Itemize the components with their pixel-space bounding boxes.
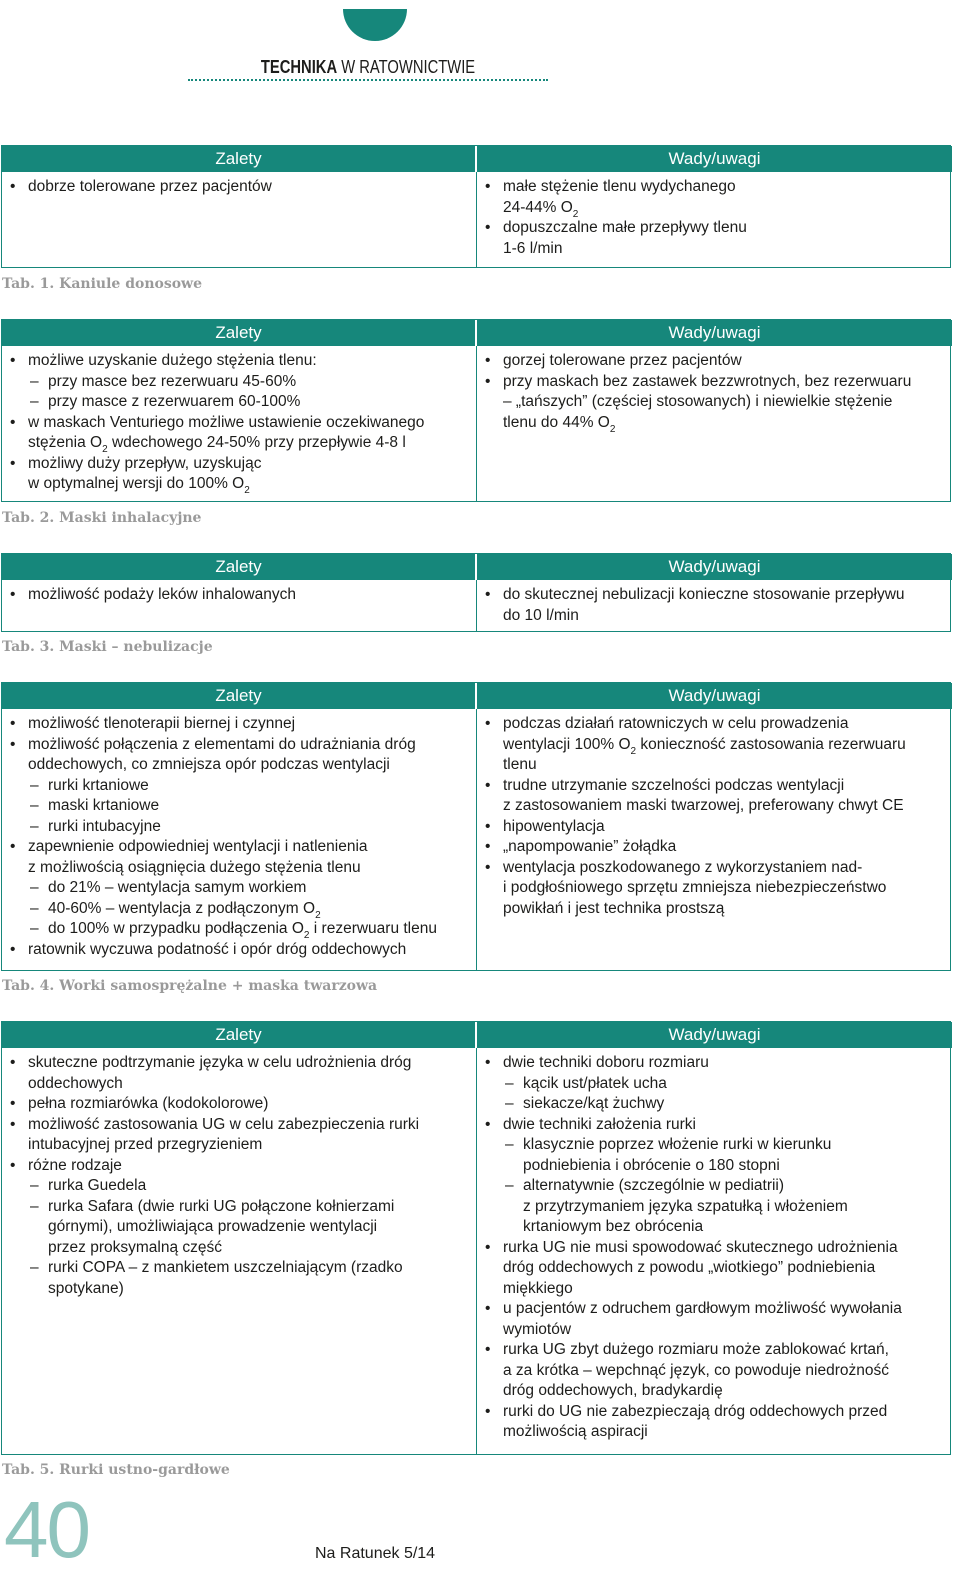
list-item-text: hipowentylacja bbox=[503, 817, 605, 835]
list-item-text: 40-60% – wentylacja z podłączonym O bbox=[48, 899, 316, 917]
list-item-text: przy masce bez rezerwuaru 45-60% bbox=[48, 372, 297, 390]
list-item bbox=[483, 177, 946, 198]
list-item bbox=[8, 433, 470, 454]
list-item bbox=[8, 413, 470, 434]
list-item bbox=[8, 454, 470, 475]
sub-list-item bbox=[8, 1258, 470, 1279]
list-item-text: rurki do UG nie zabezpieczają dróg oddechowych przed bbox=[503, 1402, 888, 1420]
list-item-text: miękkiego bbox=[503, 1279, 573, 1297]
list-item bbox=[8, 1156, 470, 1177]
list-item bbox=[483, 1402, 946, 1423]
list-item-text: do 100% w przypadku podłączenia O bbox=[48, 920, 304, 937]
list-item bbox=[483, 878, 946, 899]
list-item bbox=[483, 1299, 946, 1320]
list-item-text: dróg oddechowych z powodu „wiotkiego” podniebienia bbox=[503, 1259, 876, 1276]
sub-list-item bbox=[483, 1135, 946, 1156]
journal-footer: Na Ratunek 5/14 bbox=[315, 1545, 436, 1562]
list-item-text: gorzej tolerowane przez pacjentów bbox=[503, 352, 742, 369]
list-item bbox=[483, 218, 946, 239]
list-item-text: tlenu do 44% O bbox=[503, 413, 610, 431]
list-item bbox=[483, 735, 946, 756]
list-item-text-continued: i rezerwuaru tlenu bbox=[309, 920, 437, 937]
table-4 bbox=[1, 682, 951, 971]
table-caption: Tab. 3. Maski – nebulizacje bbox=[2, 639, 213, 655]
table-caption: Tab. 2. Maski inhalacyjne bbox=[2, 510, 202, 526]
pros-header: Zalety bbox=[2, 320, 477, 346]
list-item-text: podniebienia i obrócenie o 180 stopni bbox=[523, 1156, 780, 1174]
list-item-text: różne rodzaje bbox=[28, 1156, 122, 1174]
list-item-text: rurki COPA – z mankietem uszczelniającym (rzadko bbox=[48, 1259, 403, 1276]
list-item-text: z przytrzymaniem języka szpatułką i włożeniem bbox=[523, 1197, 848, 1215]
list-item-text: możliwość połączenia z elementami do udrażniania dróg bbox=[28, 735, 416, 753]
list-item-text: oddechowych bbox=[28, 1074, 123, 1092]
list-item-text: w maskach Venturiego możliwe ustawienie oczekiwanego bbox=[28, 413, 425, 431]
pros-cell bbox=[2, 346, 477, 501]
list-item-text: intubacyjnej przed przegryzieniem bbox=[28, 1136, 263, 1153]
list-item-text: możliwość podaży leków inhalowanych bbox=[28, 586, 296, 603]
list-item-text: dróg oddechowych, bradykardię bbox=[503, 1382, 723, 1399]
subscript: 2 bbox=[630, 745, 637, 757]
sub-list-item bbox=[8, 796, 470, 817]
list-item-text: pełna rozmiarówka (kodokolorowe) bbox=[28, 1095, 269, 1112]
table-1 bbox=[1, 145, 951, 268]
list-item bbox=[483, 606, 946, 627]
list-item bbox=[8, 585, 470, 606]
sub-list-item bbox=[8, 817, 470, 838]
sub-list-item bbox=[8, 1279, 470, 1300]
list-item-text: 24-44% O bbox=[503, 198, 573, 216]
list-item bbox=[483, 1340, 946, 1361]
list-item bbox=[483, 392, 946, 413]
list-item bbox=[8, 735, 470, 756]
list-item-text: rurka UG nie musi spowodować skutecznego udrożnienia bbox=[503, 1238, 898, 1256]
list-item-text: trudne utrzymanie szczelności podczas wentylacji bbox=[503, 776, 845, 794]
sub-list-item bbox=[8, 878, 470, 899]
list-item-text: do 10 l/min bbox=[503, 606, 579, 624]
list-item-text: – „tańszych” (częściej stosowanych) i niewielkie stężenie bbox=[503, 393, 893, 410]
list-item-text: dwie techniki założenia rurki bbox=[503, 1115, 696, 1133]
list-item bbox=[483, 858, 946, 879]
cons-cell bbox=[477, 346, 952, 501]
list-item-text: rurki krtaniowe bbox=[48, 776, 149, 794]
list-item-text: kącik ust/płatek ucha bbox=[523, 1074, 667, 1092]
list-item-text: siekacze/kąt żuchwy bbox=[523, 1095, 665, 1112]
sub-list-item bbox=[8, 1197, 470, 1218]
sub-list-item bbox=[8, 392, 470, 413]
pros-header: Zalety bbox=[2, 554, 477, 580]
sub-list-item bbox=[8, 776, 470, 797]
table-caption: Tab. 5. Rurki ustno-gardłowe bbox=[2, 1462, 230, 1478]
list-item bbox=[483, 239, 946, 260]
list-item bbox=[483, 1381, 946, 1402]
cons-cell bbox=[477, 580, 952, 631]
subscript: 2 bbox=[609, 423, 616, 435]
subscript: 2 bbox=[303, 930, 310, 941]
list-item bbox=[483, 198, 946, 219]
section-title: TECHNIKA W RATOWNICTWIE bbox=[260, 57, 476, 77]
cons-header: Wady/uwagi bbox=[477, 1022, 952, 1048]
pros-cell bbox=[2, 1048, 477, 1454]
list-item bbox=[483, 351, 946, 372]
sub-list-item bbox=[483, 1156, 946, 1177]
list-item bbox=[483, 1320, 946, 1341]
list-item-text: i podgłośniowego sprzętu zmniejsza niebezpieczeństwo bbox=[503, 879, 887, 896]
cons-header: Wady/uwagi bbox=[477, 146, 952, 172]
pros-header: Zalety bbox=[2, 1022, 477, 1048]
list-item-text: z zastosowaniem maski twarzowej, preferowany chwyt CE bbox=[503, 797, 904, 814]
list-item-text: spotykane) bbox=[48, 1279, 124, 1297]
table-5 bbox=[1, 1021, 951, 1455]
list-item-text: rurki intubacyjne bbox=[48, 817, 161, 835]
list-item bbox=[8, 1053, 470, 1074]
list-item-text: stężenia O bbox=[28, 434, 103, 451]
list-item-text: możliwy duży przepływ, uzyskując bbox=[28, 454, 262, 472]
list-item bbox=[8, 177, 470, 198]
sub-list-item bbox=[8, 372, 470, 393]
list-item-text: rurka Safara (dwie rurki UG połączone kołnierzami bbox=[48, 1197, 395, 1215]
list-item-text: możliwością aspiracji bbox=[503, 1423, 648, 1440]
list-item bbox=[483, 372, 946, 393]
sub-list-item bbox=[8, 919, 470, 940]
list-item-text: do skutecznej nebulizacji konieczne stosowanie przepływu bbox=[503, 586, 905, 603]
sub-list-item bbox=[8, 1217, 470, 1238]
list-item bbox=[483, 714, 946, 735]
list-item-text: możliwość zastosowania UG w celu zabezpieczenia rurki bbox=[28, 1115, 420, 1133]
list-item bbox=[8, 837, 470, 858]
list-item bbox=[8, 755, 470, 776]
sub-list-item bbox=[8, 1176, 470, 1197]
list-item bbox=[483, 796, 946, 817]
list-item bbox=[8, 714, 470, 735]
list-item bbox=[483, 837, 946, 858]
list-item-text: maski krtaniowe bbox=[48, 797, 160, 814]
list-item-text: „napompowanie” żołądka bbox=[503, 838, 677, 855]
list-item bbox=[483, 776, 946, 797]
list-item bbox=[483, 585, 946, 606]
list-item bbox=[483, 413, 946, 434]
list-item-text: a za krótka – wepchnąć język, co powoduje niedrożność bbox=[503, 1361, 889, 1379]
subscript: 2 bbox=[102, 444, 108, 455]
list-item-text: z możliwością osiągnięcia dużego stężenia tlenu bbox=[28, 858, 361, 876]
list-item-text: wymiotów bbox=[503, 1320, 572, 1338]
pros-cell bbox=[2, 580, 477, 631]
list-item bbox=[8, 1135, 470, 1156]
sub-list-item bbox=[483, 1074, 946, 1095]
list-item-text: górnymi), umożliwiająca prowadzenie wentylacji bbox=[48, 1218, 378, 1235]
list-item bbox=[8, 1115, 470, 1136]
table-caption: Tab. 4. Worki samosprężalne + maska twarzowa bbox=[2, 978, 378, 994]
list-item-text: tlenu bbox=[503, 756, 537, 773]
list-item bbox=[483, 1361, 946, 1382]
list-item bbox=[483, 1115, 946, 1136]
sub-list-item bbox=[483, 1176, 946, 1197]
pros-header: Zalety bbox=[2, 683, 477, 709]
subscript: 2 bbox=[244, 485, 250, 496]
list-item bbox=[483, 1422, 946, 1443]
list-item bbox=[8, 1074, 470, 1095]
page-number: 40 bbox=[4, 1485, 89, 1574]
sub-list-item bbox=[483, 1217, 946, 1238]
list-item bbox=[8, 1094, 470, 1115]
list-item-text-continued: konieczność zastosowania rezerwuaru bbox=[636, 735, 906, 753]
list-item-text: powikłań i jest technika prostszą bbox=[503, 899, 725, 917]
list-item-text: do 21% – wentylacja samym workiem bbox=[48, 879, 307, 896]
pros-cell bbox=[2, 172, 477, 267]
cons-cell bbox=[477, 709, 952, 970]
list-item-text: możliwe uzyskanie dużego stężenia tlenu: bbox=[28, 352, 317, 369]
list-item bbox=[483, 1053, 946, 1074]
list-item-text: rurka Guedela bbox=[48, 1177, 147, 1194]
sub-list-item bbox=[483, 1094, 946, 1115]
list-item-text: klasycznie poprzez włożenie rurki w kierunku bbox=[523, 1136, 832, 1153]
list-item-text-continued: wdechowego 24-50% przy przepływie 4-8 l bbox=[107, 434, 406, 451]
list-item bbox=[8, 351, 470, 372]
list-item-text: alternatywnie (szczególnie w pediatrii) bbox=[523, 1177, 785, 1194]
list-item-text: skuteczne podtrzymanie języka w celu udrożnienia dróg bbox=[28, 1054, 412, 1071]
list-item-text: oddechowych, co zmniejsza opór podczas wentylacji bbox=[28, 756, 390, 773]
cons-cell bbox=[477, 1048, 952, 1454]
list-item-text: krtaniowym bez obrócenia bbox=[523, 1218, 704, 1235]
list-item-text: u pacjentów z odruchem gardłowym możliwość wywołania bbox=[503, 1300, 902, 1317]
list-item-text: 1-6 l/min bbox=[503, 239, 563, 257]
cons-header: Wady/uwagi bbox=[477, 554, 952, 580]
subscript: 2 bbox=[315, 909, 321, 921]
list-item bbox=[8, 474, 470, 495]
cons-cell bbox=[477, 172, 952, 267]
list-item-text: ratownik wyczuwa podatność i opór dróg oddechowych bbox=[28, 940, 407, 958]
sub-list-item bbox=[8, 1238, 470, 1259]
list-item-text: podczas działań ratowniczych w celu prowadzenia bbox=[503, 715, 849, 732]
cons-header: Wady/uwagi bbox=[477, 683, 952, 709]
table-caption: Tab. 1. Kaniule donosowe bbox=[2, 276, 203, 292]
list-item-text: przy maskach bez zastawek bezzwrotnych, bez rezerwuaru bbox=[503, 372, 912, 390]
list-item bbox=[483, 1238, 946, 1259]
list-item bbox=[483, 899, 946, 920]
list-item-text: wentylacji 100% O bbox=[503, 735, 631, 753]
list-item bbox=[483, 817, 946, 838]
pros-cell bbox=[2, 709, 477, 970]
pros-header: Zalety bbox=[2, 146, 477, 172]
list-item bbox=[483, 1258, 946, 1279]
list-item-text: dwie techniki doboru rozmiaru bbox=[503, 1054, 709, 1071]
list-item bbox=[8, 858, 470, 879]
list-item-text: przez proksymalną część bbox=[48, 1238, 223, 1256]
subscript: 2 bbox=[572, 208, 579, 220]
list-item bbox=[483, 755, 946, 776]
cons-header: Wady/uwagi bbox=[477, 320, 952, 346]
header-tab-decoration bbox=[343, 9, 407, 41]
list-item-text: rurka UG zbyt dużego rozmiaru może zablokować krtań, bbox=[503, 1341, 889, 1358]
header-dotted-rule bbox=[188, 79, 548, 81]
sub-list-item bbox=[483, 1197, 946, 1218]
list-item-text: w optymalnej wersji do 100% O bbox=[28, 475, 245, 492]
list-item-text: dobrze tolerowane przez pacjentów bbox=[28, 178, 272, 195]
list-item-text: przy masce z rezerwuarem 60-100% bbox=[48, 393, 301, 410]
list-item-text: małe stężenie tlenu wydychanego bbox=[503, 178, 736, 195]
sub-list-item bbox=[8, 899, 470, 920]
table-2 bbox=[1, 319, 951, 502]
list-item-text: dopuszczalne małe przepływy tlenu bbox=[503, 219, 747, 236]
list-item-text: wentylacja poszkodowanego z wykorzystaniem nad- bbox=[503, 858, 863, 876]
table-3 bbox=[1, 553, 951, 632]
list-item-text: zapewnienie odpowiedniej wentylacji i natlenienia bbox=[28, 838, 368, 855]
list-item-text: możliwość tlenoterapii biernej i czynnej bbox=[28, 715, 296, 732]
list-item bbox=[483, 1279, 946, 1300]
list-item bbox=[8, 940, 470, 961]
